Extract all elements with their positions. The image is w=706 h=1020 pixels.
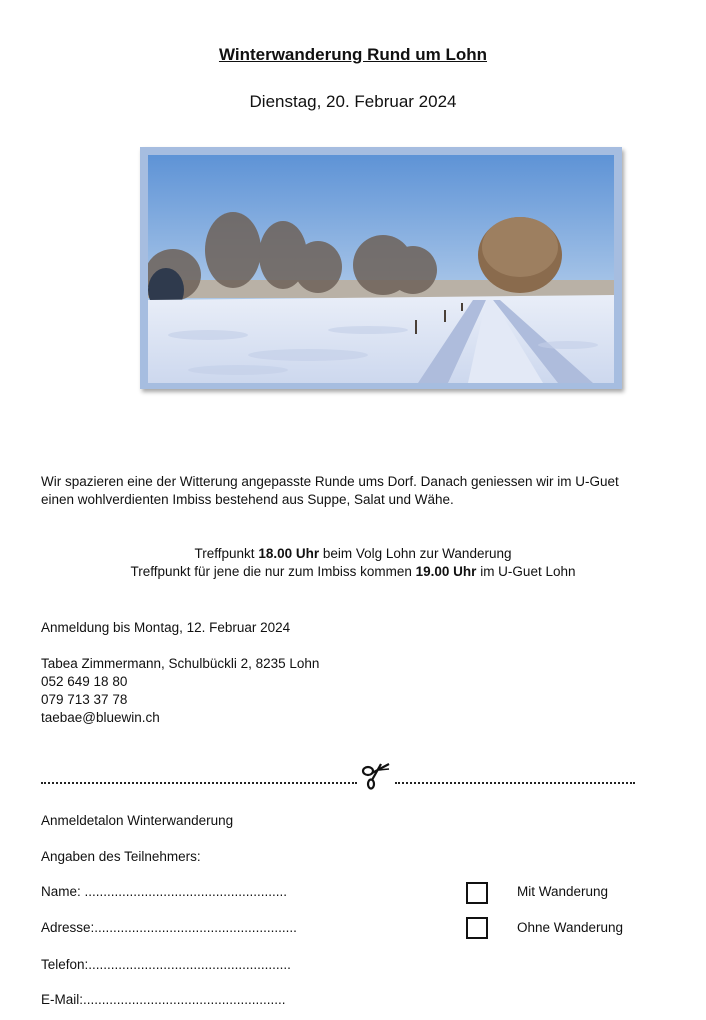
cut-line [41, 760, 636, 790]
page-title: Winterwanderung Rund um Lohn [218, 45, 488, 64]
phone-field[interactable]: Telefon:...................................................... [41, 957, 291, 972]
cut-line-left [41, 782, 357, 784]
cut-line-right [395, 782, 635, 784]
contact-phone-2: 079 713 37 78 [41, 692, 128, 707]
walk-time: 18.00 Uhr [258, 546, 320, 561]
intro-line-1: Wir spazieren eine der Witterung angepasste Runde ums Dorf. Danach geniessen wir im U-Guet [41, 474, 619, 489]
checkbox-mit-wanderung[interactable] [466, 882, 488, 904]
winter-landscape-photo [148, 155, 614, 383]
name-field[interactable]: Name: ...................................................... [41, 884, 288, 899]
label-ohne-wanderung: Ohne Wanderung [517, 920, 624, 935]
label-mit-wanderung: Mit Wanderung [517, 884, 609, 899]
meeting-line-1: Treffpunkt 18.00 Uhr beim Volg Lohn zur Wanderung [194, 546, 512, 561]
event-date: Dienstag, 20. Februar 2024 [249, 92, 457, 111]
meeting-line-2: Treffpunkt für jene die nur zum Imbiss kommen 19.00 Uhr im U-Guet Lohn [130, 564, 576, 579]
slip-subtitle: Angaben des Teilnehmers: [41, 849, 201, 864]
checkbox-ohne-wanderung[interactable] [466, 917, 488, 939]
meal-time: 19.00 Uhr [415, 564, 477, 579]
scissors-icon [359, 760, 395, 790]
contact-name-address: Tabea Zimmermann, Schulbückli 2, 8235 Lohn [41, 656, 320, 671]
meeting-info [0, 545, 706, 581]
contact-email[interactable]: taebae@bluewin.ch [41, 710, 160, 725]
address-field[interactable]: Adresse:...................................................... [41, 920, 297, 935]
intro-line-2: einen wohlverdienten Imbiss bestehend aus Suppe, Salat und Wähe. [41, 492, 454, 507]
email-field[interactable]: E-Mail:...................................................... [41, 992, 286, 1007]
contact-block [41, 655, 319, 727]
slip-title: Anmeldetalon Winterwanderung [41, 813, 234, 828]
photo-frame [140, 147, 622, 389]
intro-paragraph [41, 473, 671, 509]
registration-deadline: Anmeldung bis Montag, 12. Februar 2024 [41, 620, 291, 635]
contact-phone-1: 052 649 18 80 [41, 674, 128, 689]
